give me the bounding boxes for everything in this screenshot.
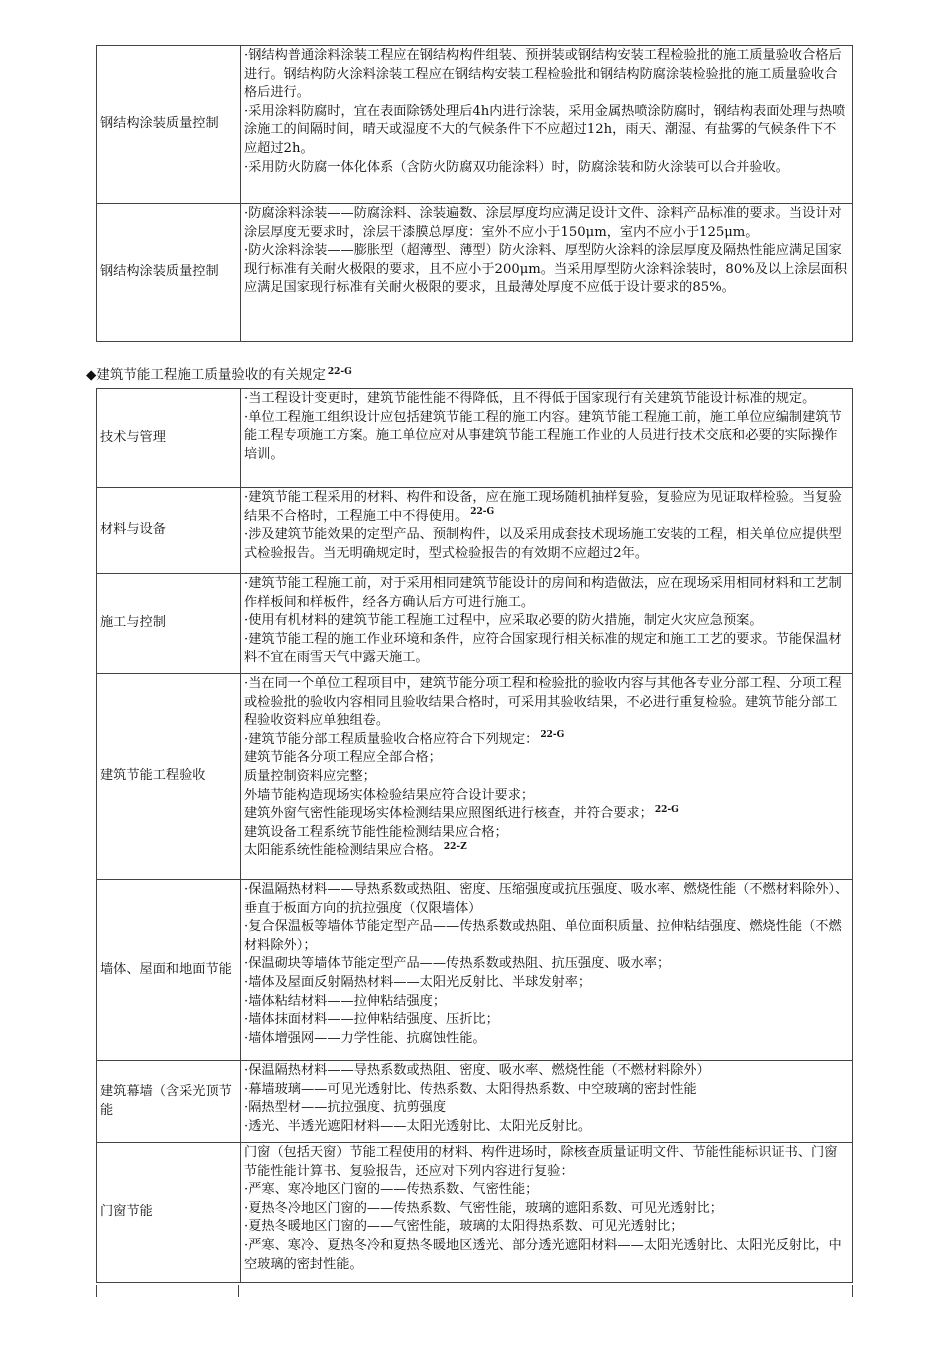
- row-label: 建筑幕墙（含采光顶节能: [97, 1061, 241, 1143]
- content-line: ·建筑节能分部工程质量验收合格应符合下列规定： $^{22-G}$: [244, 730, 565, 747]
- content-line: ·防火涂料涂装——膨胀型（超薄型、薄型）防火涂料、厚型防火涂料的涂层厚度及隔热性能应满足国家现行标准有关耐火极限的要求，且不应小于200μm。当采用厚型防火涂料涂装时，80%及以上涂层面积应满足国家现行标准有关耐火极限的要求，且最薄处厚度不应低于设计要求的85%。: [244, 243, 848, 296]
- content-line: 建筑设备工程系统节能性能检测结果应合格；: [244, 824, 508, 840]
- row-label: 技术与管理: [97, 389, 241, 488]
- exam-tag: 22-G: [327, 366, 352, 377]
- content-line: ·夏热冬冷地区门窗的——传热系数、气密性能，玻璃的遮阳系数、可见光透射比；: [244, 1200, 723, 1216]
- row-label: 施工与控制: [97, 574, 241, 674]
- exam-tag: 22-Z: [443, 841, 467, 852]
- table-row: [97, 204, 853, 342]
- exam-tag: 22-G: [470, 507, 495, 518]
- content-line: ·单位工程施工组织设计应包括建筑节能工程的施工内容。建筑节能工程施工前，施工单位应编制建筑节能工程专项施工方案。施工单位应对从事建筑节能工程施工作业的人员进行技术交底和必要的实际操作培训。: [244, 409, 842, 462]
- table-row: [97, 488, 853, 574]
- content-line: ·建筑节能工程采用的材料、构件和设备，应在施工现场随机抽样复验，复验应为见证取样检验。当复验结果不合格时，工程施工中不得使用。 $^{22-G}$: [244, 490, 842, 524]
- table-row: [97, 1061, 853, 1143]
- content-line: 门窗（包括天窗）节能工程使用的材料、构件进场时，除核查质量证明文件、节能性能标识证书、门窗节能性能计算书、复验报告，还应对下列内容进行复验：: [244, 1145, 838, 1179]
- content-line: ·幕墙玻璃——可见光透射比、传热系数、太阳得热系数、中空玻璃的密封性能: [244, 1081, 697, 1097]
- content-line: ·建筑节能工程的施工作业环境和条件，应符合国家现行相关标准的规定和施工工艺的要求。节能保温材料不宜在雨雪天气中露天施工。: [244, 631, 842, 666]
- content-line: ·墙体粘结材料——拉伸粘结强度；: [244, 993, 447, 1009]
- content-line: 太阳能系统性能检测结果应合格。 $^{22-Z}$: [244, 841, 467, 859]
- content-line: ·防腐涂料涂装——防腐涂料、涂装遍数、涂层厚度均应满足设计文件、涂料产品标准的要求。当设计对涂层厚度无要求时，涂层干漆膜总厚度：室外不应小于150μm，室内不应小于125μm。: [244, 206, 842, 240]
- table-continuation: [96, 1285, 853, 1297]
- content-line: ·当工程设计变更时，建筑节能性能不得降低，且不得低于国家现行有关建筑节能设计标准的规定。: [244, 391, 816, 406]
- column-divider: [238, 1285, 239, 1297]
- content-line: ·墙体增强网——力学性能、抗腐蚀性能。: [244, 1030, 486, 1046]
- content-line: ·隔热型材——抗拉强度、抗剪强度: [244, 1100, 447, 1116]
- row-content: [241, 389, 853, 488]
- content-line: ·涉及建筑节能效果的定型产品、预制构件，以及采用成套技术现场施工安装的工程，相关单位应提供型式检验报告。当无明确规定时，型式检验报告的有效期不应超过2年。: [244, 527, 842, 561]
- energy-saving-table: [96, 388, 853, 1283]
- row-content: [241, 1061, 853, 1143]
- row-label: 墙体、屋面和地面节能: [97, 880, 241, 1061]
- row-content: [241, 674, 853, 880]
- row-content: [241, 46, 853, 204]
- row-label: 门窗节能: [97, 1143, 241, 1283]
- content-line: ·保温隔热材料——导热系数或热阻、密度、吸水率、燃烧性能（不燃材料除外）: [244, 1063, 710, 1078]
- content-line: ·采用防火防腐一体化体系（含防火防腐双功能涂料）时，防腐涂装和防火涂装可以合并验收。: [244, 159, 789, 175]
- row-content: [241, 204, 853, 342]
- section-heading: [86, 366, 352, 384]
- content-line: 质量控制资料应完整；: [244, 768, 376, 784]
- table-row: [97, 46, 853, 204]
- content-line: ·保温砌块等墙体节能定型产品——传热系数或热阻、抗压强度、吸水率；: [244, 956, 671, 972]
- content-line: ·采用涂料防腐时，宜在表面除锈处理后4h内进行涂装，采用金属热喷涂防腐时，钢结构表面处理与热喷涂施工的间隔时间，晴天或湿度不大的气候条件下不应超过12h，雨天、潮湿、有盐雾的气候条件下不应超过2h。: [244, 103, 846, 156]
- content-line: ·建筑节能工程施工前，对于采用相同建筑节能设计的房间和构造做法，应在现场采用相同材料和工艺制作样板间和样板件，经各方确认后方可进行施工。: [244, 576, 842, 610]
- content-line: ·使用有机材料的建筑节能工程施工过程中，应采取必要的防火措施，制定火灾应急预案。: [244, 613, 763, 629]
- row-label: 建筑节能工程验收: [97, 674, 241, 880]
- content-line: ·保温隔热材料——导热系数或热阻、密度、压缩强度或抗压强度、吸水率、燃烧性能（不燃材料除外）、垂直于板面方向的抗拉强度（仅限墙体）: [244, 882, 849, 916]
- row-content: [241, 574, 853, 674]
- row-content: [241, 488, 853, 574]
- table-row: [97, 574, 853, 674]
- content-line: 建筑节能各分项工程应全部合格；: [244, 750, 442, 766]
- section-heading-text: ◆建筑节能工程施工质量验收的有关规定: [86, 367, 326, 383]
- exam-tag: 22-G: [540, 730, 565, 741]
- content-line: ·透光、半透光遮阳材料——太阳光透射比、太阳光反射比。: [244, 1118, 592, 1134]
- row-label: 材料与设备: [97, 488, 241, 574]
- content-line: ·墙体及屋面反射隔热材料——太阳光反射比、半球发射率；: [244, 974, 592, 990]
- table-row: [97, 1143, 853, 1283]
- content-line: ·墙体抹面材料——拉伸粘结强度、压折比；: [244, 1012, 499, 1028]
- steel-coating-table: [96, 45, 853, 342]
- table-row: [97, 880, 853, 1061]
- row-label: 钢结构涂装质量控制: [97, 204, 241, 342]
- row-content: [241, 880, 853, 1061]
- content-line: ·严寒、寒冷、夏热冬冷和夏热冬暖地区透光、部分透光遮阳材料——太阳光透射比、太阳光反射比，中空玻璃的密封性能。: [244, 1237, 842, 1272]
- table-row: [97, 389, 853, 488]
- content-line: 建筑外窗气密性能现场实体检测结果应照图纸进行核查，并符合要求； $^{22-G}$: [244, 804, 679, 822]
- content-line: ·当在同一个单位工程项目中，建筑节能分项工程和检验批的验收内容与其他各专业分部工程、分项工程或检验批的验收内容相同且验收结果合格时，可采用其验收结果，不必进行重复检验。建筑节能分部工程验收资料应单独组卷。: [244, 676, 842, 729]
- row-label: 钢结构涂装质量控制: [97, 46, 241, 204]
- content-line: ·夏热冬暖地区门窗的——气密性能，玻璃的太阳得热系数、可见光透射比；: [244, 1219, 684, 1235]
- content-line: ·钢结构普通涂料涂装工程应在钢结构构件组装、预拼装或钢结构安装工程检验批的施工质量验收合格后进行。钢结构防火涂料涂装工程应在钢结构安装工程检验批和钢结构防腐涂装检验批的施工质量验收合格后进行。: [244, 48, 842, 101]
- content-line: ·严寒、寒冷地区门窗的——传热系数、气密性能；: [244, 1182, 539, 1198]
- content-line: 外墙节能构造现场实体检验结果应符合设计要求；: [244, 787, 535, 803]
- table-row: [97, 674, 853, 880]
- exam-tag: 22-G: [654, 804, 679, 815]
- content-line: ·复合保温板等墙体节能定型产品——传热系数或热阻、单位面积质量、拉伸粘结强度、燃烧性能（不燃材料除外）；: [244, 919, 842, 953]
- row-content: [241, 1143, 853, 1283]
